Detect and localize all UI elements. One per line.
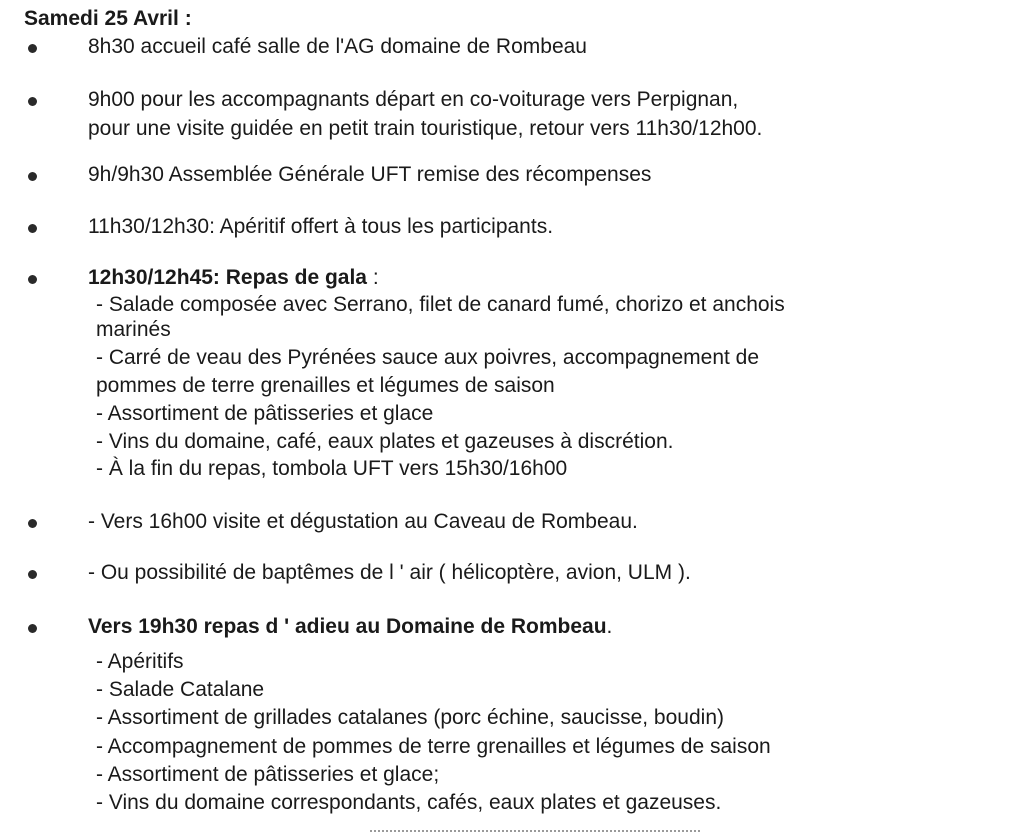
program-item-aperitif: 11h30/12h30: Apéritif offert à tous les participants. bbox=[88, 215, 554, 238]
farewell-menu-item: - Apéritifs bbox=[96, 650, 184, 673]
farewell-menu-item: - Salade Catalane bbox=[96, 678, 265, 701]
bullet-icon bbox=[28, 172, 37, 181]
program-item-companions-line1: 9h00 pour les accompagnants départ en co-voiturage vers Perpignan, bbox=[88, 88, 739, 111]
program-item-farewell bbox=[88, 614, 612, 640]
farewell-menu-item: - Assortiment de pâtisseries et glace; bbox=[96, 763, 440, 786]
gala-colon: : bbox=[366, 266, 379, 289]
program-item-welcome: 8h30 accueil café salle de l'AG domaine de Rombeau bbox=[88, 35, 587, 58]
cut-off-line-decoration bbox=[370, 830, 700, 838]
farewell-menu-item: - Assortiment de grillades catalanes (porc échine, saucisse, boudin) bbox=[96, 706, 724, 729]
bullet-icon bbox=[28, 570, 37, 579]
gala-menu-item: pommes de terre grenailles et légumes de saison bbox=[96, 374, 555, 397]
gala-menu-item: marinés bbox=[96, 318, 171, 341]
gala-menu-item: - Assortiment de pâtisseries et glace bbox=[96, 402, 434, 425]
program-item-gala bbox=[88, 265, 379, 291]
bullet-icon bbox=[28, 275, 37, 284]
farewell-title: Vers 19h30 repas d ' adieu au Domaine de Rombeau bbox=[88, 615, 607, 638]
gala-menu-item: - Salade composée avec Serrano, filet de canard fumé, chorizo et anchois bbox=[96, 293, 785, 316]
bullet-icon bbox=[28, 224, 37, 233]
program-item-tasting: - Vers 16h00 visite et dégustation au Caveau de Rombeau. bbox=[88, 510, 638, 533]
gala-menu-item: - Vins du domaine, café, eaux plates et gazeuses à discrétion. bbox=[96, 430, 674, 453]
farewell-menu-item: - Vins du domaine correspondants, cafés, eaux plates et gazeuses. bbox=[96, 791, 722, 814]
program-item-assembly: 9h/9h30 Assemblée Générale UFT remise des récompenses bbox=[88, 163, 652, 186]
bullet-icon bbox=[28, 44, 37, 53]
program-item-air-baptism: - Ou possibilité de baptêmes de l ' air ( hélicoptère, avion, ULM ). bbox=[88, 561, 691, 584]
bullet-icon bbox=[28, 97, 37, 106]
farewell-period: . bbox=[606, 615, 613, 638]
gala-title: 12h30/12h45: Repas de gala bbox=[88, 266, 367, 289]
day-heading: Samedi 25 Avril : bbox=[24, 7, 192, 30]
farewell-menu-item: - Accompagnement de pommes de terre grenailles et légumes de saison bbox=[96, 735, 771, 758]
gala-menu-item: - Carré de veau des Pyrénées sauce aux poivres, accompagnement de bbox=[96, 346, 760, 369]
gala-menu-item: - À la fin du repas, tombola UFT vers 15h30/16h00 bbox=[96, 457, 568, 480]
bullet-icon bbox=[28, 519, 37, 528]
program-item-companions-line2: pour une visite guidée en petit train touristique, retour vers 11h30/12h00. bbox=[88, 117, 763, 140]
bullet-icon bbox=[28, 624, 37, 633]
